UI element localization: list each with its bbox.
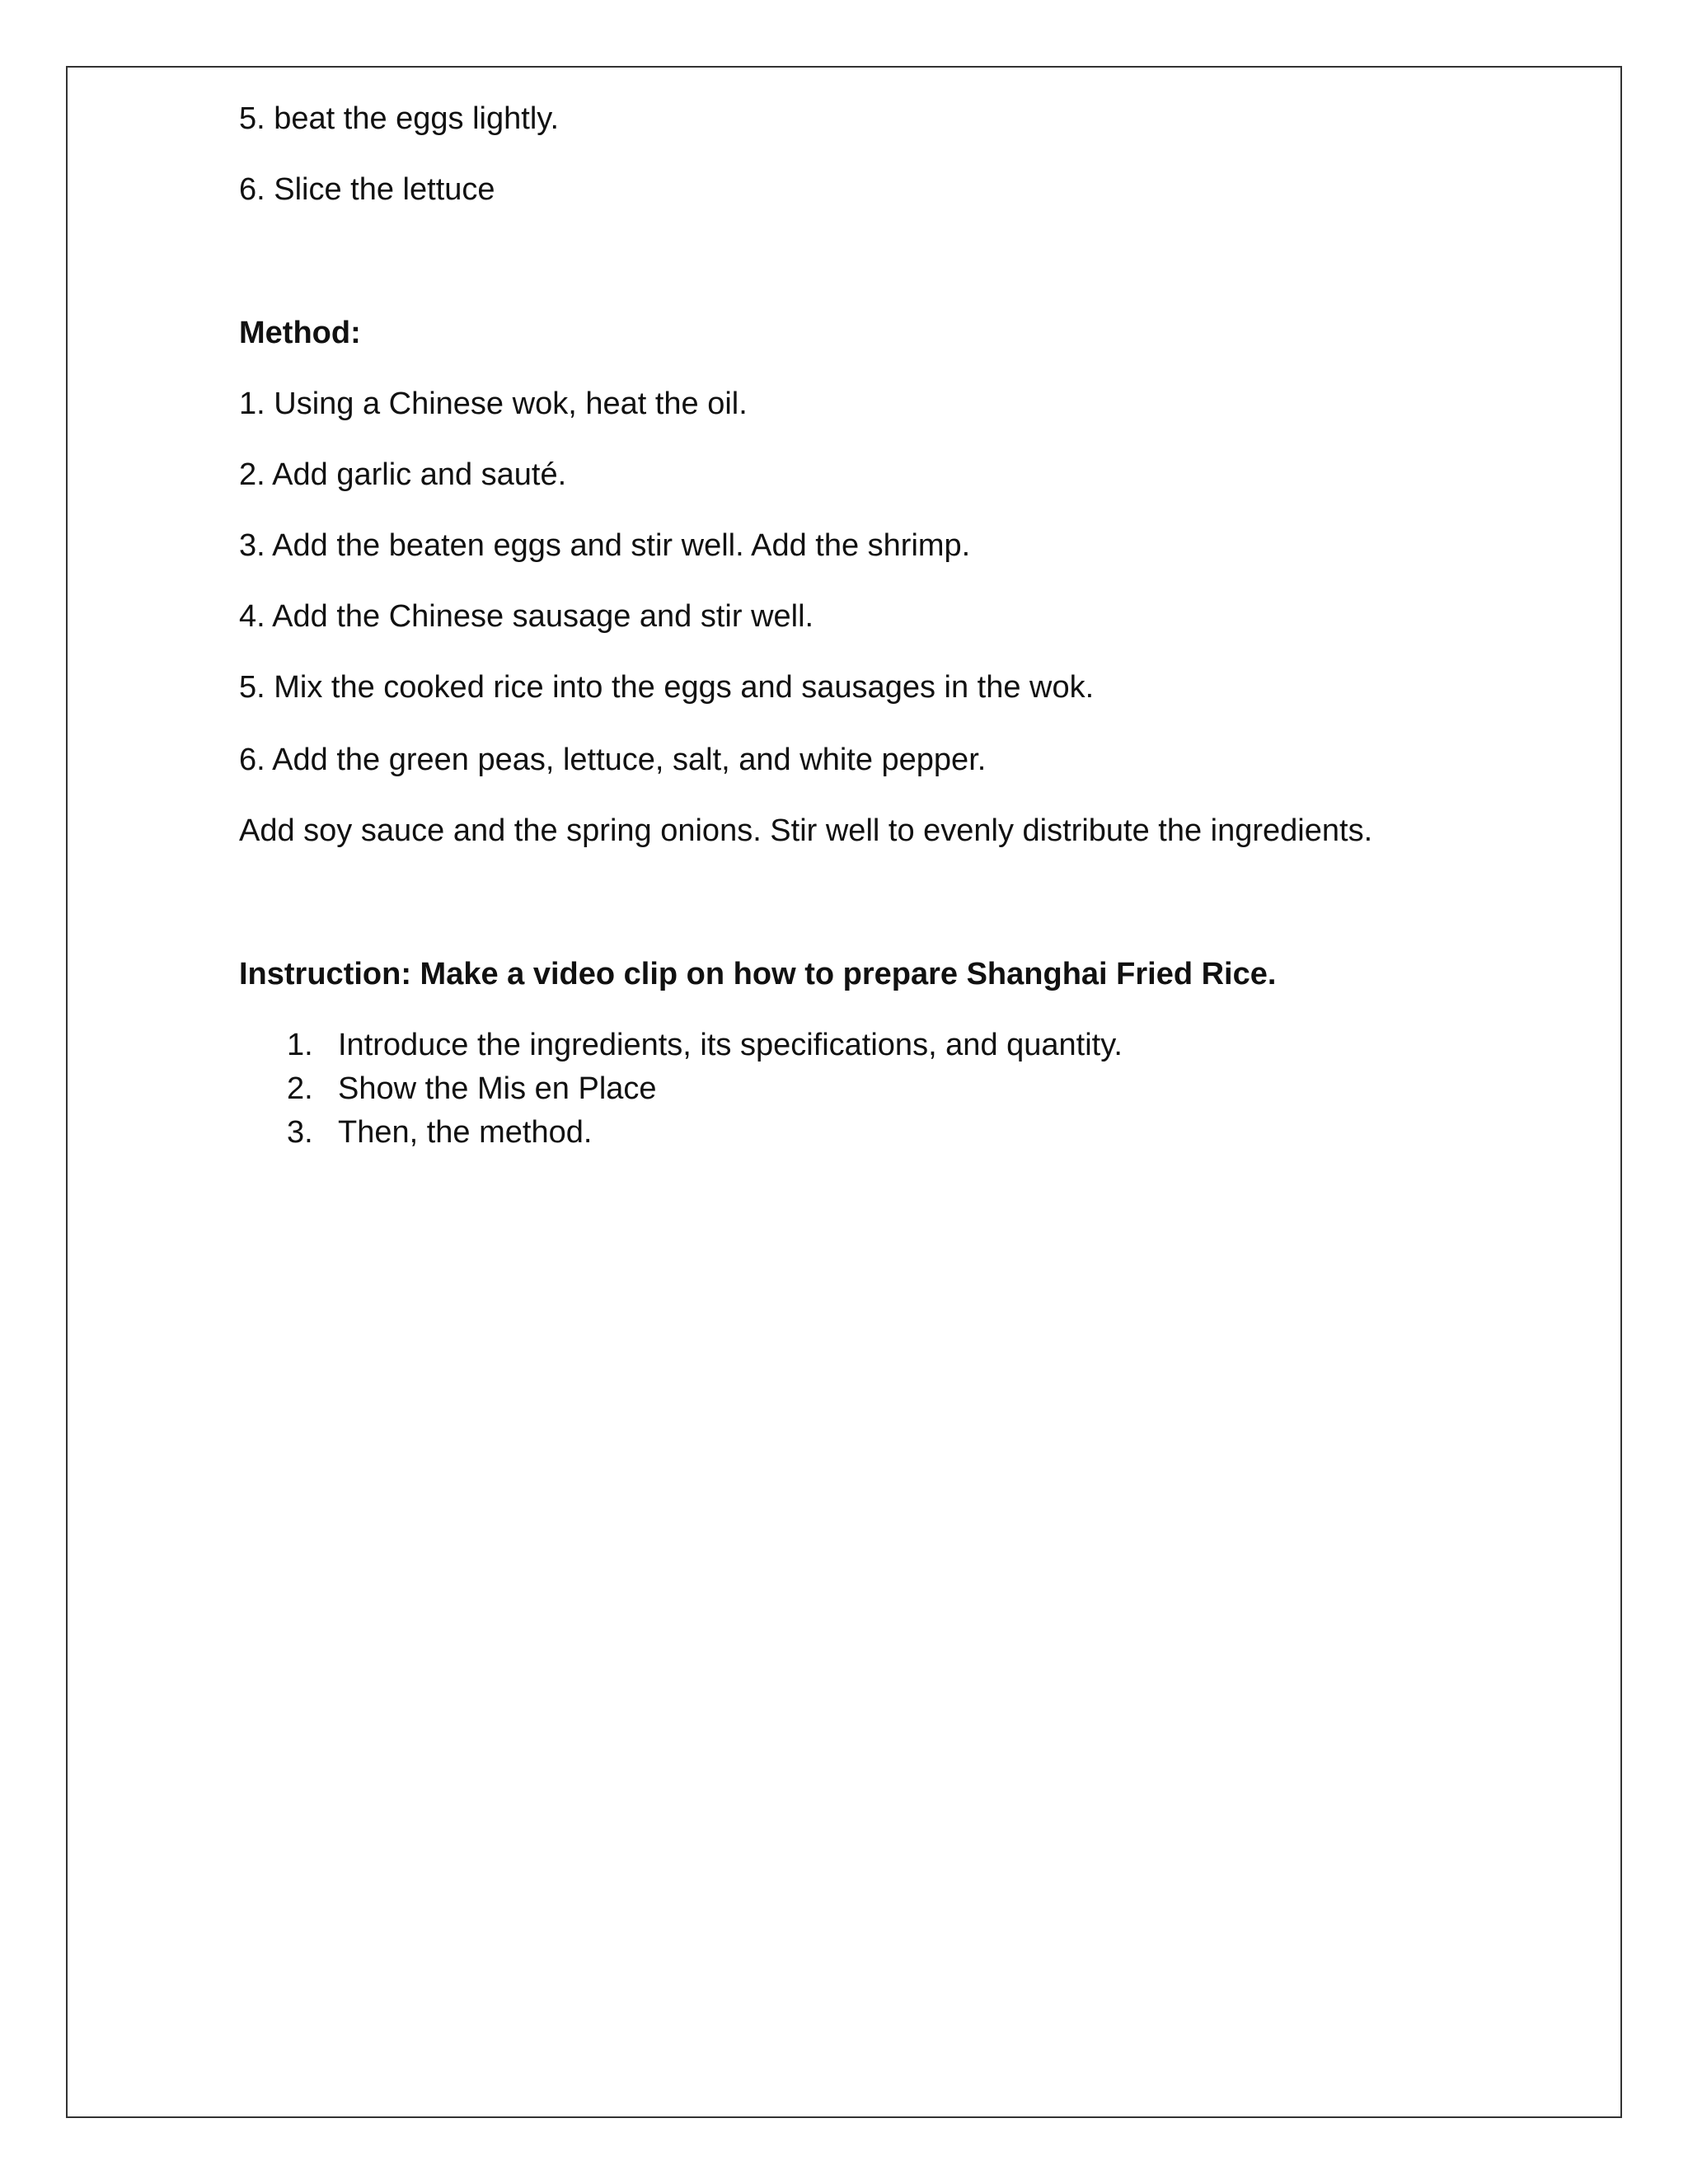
prep-step-6: 6. Slice the lettuce <box>239 172 495 207</box>
prep-step-5: 5. beat the eggs lightly. <box>239 101 559 136</box>
method-step-1: 1. Using a Chinese wok, heat the oil. <box>239 387 748 421</box>
method-closing: Add soy sauce and the spring onions. Stir well to evenly distribute the ingredients. <box>239 813 1373 848</box>
method-step-6: 6. Add the green peas, lettuce, salt, and white pepper. <box>239 743 987 777</box>
instruction-heading: Instruction: Make a video clip on how to prepare Shanghai Fried Rice. <box>239 957 1277 991</box>
instruction-item-number: 2. <box>287 1071 313 1106</box>
instruction-item-text: Show the Mis en Place <box>338 1071 657 1106</box>
instruction-item-number: 1. <box>287 1028 313 1062</box>
method-step-3: 3. Add the beaten eggs and stir well. Add the shrimp. <box>239 528 971 563</box>
instruction-item-text: Introduce the ingredients, its specifications, and quantity. <box>338 1028 1123 1062</box>
instruction-item-text: Then, the method. <box>338 1115 593 1150</box>
method-step-4: 4. Add the Chinese sausage and stir well. <box>239 599 814 634</box>
instruction-item-number: 3. <box>287 1115 313 1150</box>
method-heading: Method: <box>239 316 361 350</box>
method-step-2: 2. Add garlic and sauté. <box>239 457 567 492</box>
method-step-5: 5. Mix the cooked rice into the eggs and sausages in the wok. <box>239 670 1095 705</box>
